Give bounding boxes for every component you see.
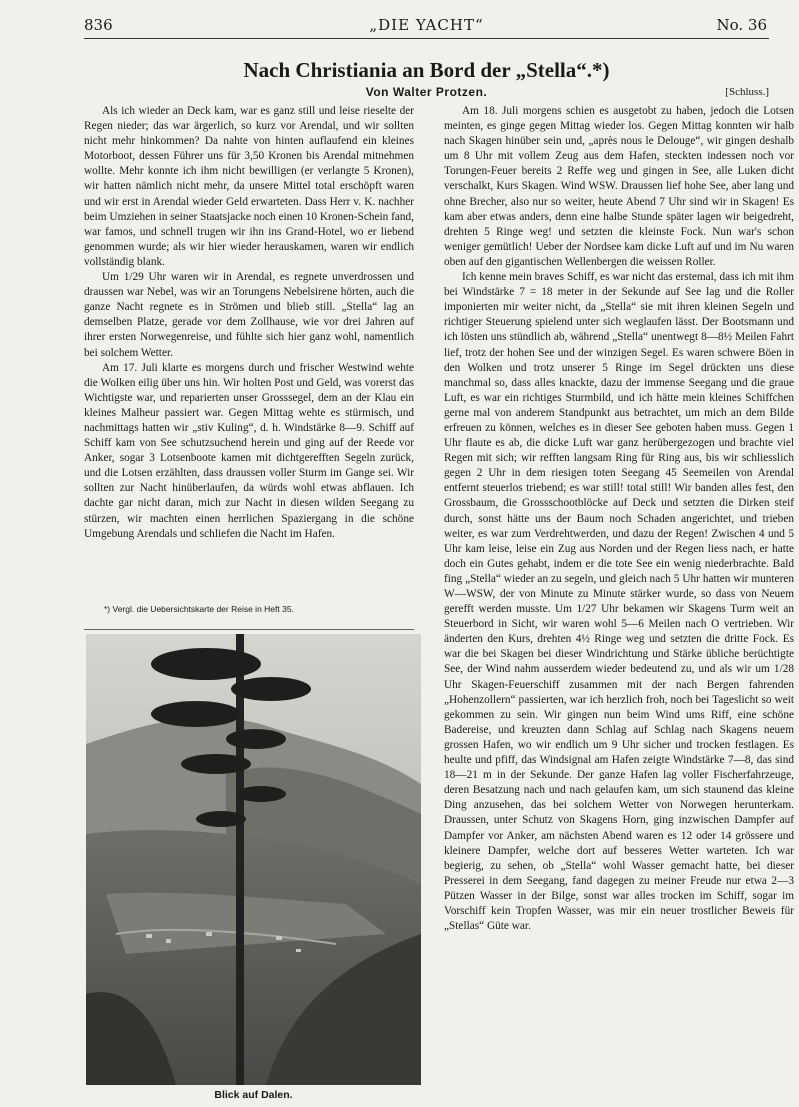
paragraph: Am 17. Juli klarte es morgens durch und frischer Westwind wehte die Wolken eilig über uns hin. Wir holten Post und Geld, was vorerst das Wichtigste war, und reparierten unser Grosssegel, dem an der Klau ein kleines Malheur passiert war. Gegen Mittag wehte es stürmisch, und nachmittags hatten wir „stiv Kuling“, d. h. Windstärke 8—9. Schiff auf Schiff kam von See schutzsuchend herein und ging auf der Reede vor Anker, sogar 3 Lotsenboote kamen mit dichtgerefften Segeln zurück, und die Lotsen erzählten, dass draussen voller Sturm im Gange sei. Wir sollten zur Nacht hinüberlaufen, da würds wohl etwas abflauen. Ich dachte gar nicht daran, mich zur Nacht in diesen wilden Seegang zu stürzen, wir machten einen herrlichen Spaziergang in die schöne Umgebung Arendals und schliefen die Nacht im Hafen. (84, 361, 414, 540)
landscape-photo (86, 634, 421, 1085)
article-byline: Von Walter Protzen. (365, 85, 488, 99)
paragraph: Am 18. Juli morgens schien es ausgetobt zu haben, jedoch die Lotsen meinten, es ginge gegen Mittag wieder los. Gegen Mittag konnten wir halb nach Skagen hinüber sein und, „après nous le Delouge“, wir gingen deshalb um 8 Uhr mit vollem Zeug aus dem Hafen, steckten indessen noch vor Torungen-Feuer bereits 2 Reffe weg und gingen in See, alle Luken dicht verschalkt, Kurs Skagen. Wind WSW. Draussen lief hohe See, aber lang und ohne Brecher, also nur so weiter, heute Abend 7 Uhr sind wir in Skagen! Es kam aber etwas anders, denn eine halbe Stunde später lagen wir beigedreht, drehten 5 Ringe weg! und setzten die kleinste Fock. Nun war's schon weniger gemütlich! Ueber der Nordsee kam dicke Luft auf und im Nu waren oben auf den gigantischen Wellenbergen die weissen Roller. (444, 105, 794, 268)
article-title: Nach Christiania an Bord der „Stella“.*) (243, 58, 610, 82)
right-text-column (444, 104, 794, 1100)
issue-number: No. 36 (716, 16, 767, 34)
paragraph: Als ich wieder an Deck kam, war es ganz still und leise rieselte der Regen nieder; das war ärgerlich, so kurz vor Arendal, und wir sollten nicht mehr hinkommen? Da nahte von hinten auflaufend ein kleines Motorboot, dessen Führer uns für 3,50 Kronen bis Arendal mitnehmen wollte. Mehr konnte ich ihm nicht bewilligen (er verlangte 5 Kronen), wir hatten nämlich nicht mehr, da unsere Mittel total erschöpft waren und wir erst in Arendal wieder Geld erwarteten. Dass Herr v. K. nachher beim Umziehen in seiner Staatsjacke noch einen 10 Kronen-Schein fand, war famos, und schnell trugen wir ihn ins Grand-Hotel, wo er liebend genommen wurde; als wir hier wieder herauskamen, waren wir endlich vollständig blank. (84, 105, 414, 268)
continuation-note: [Schluss.] (725, 86, 769, 98)
page-header (84, 14, 769, 39)
footnote: *) Vergl. die Uebersichtskarte der Reise in Heft 35. (104, 604, 294, 614)
journal-title: „DIE YACHT“ (369, 16, 484, 34)
photo-caption: Blick auf Dalen. (214, 1089, 293, 1101)
paragraph: Um 1/29 Uhr waren wir in Arendal, es regnete unverdrossen und draussen war Nebel, was wir an Torungens Nebelsirene hörten, auch die ganze Nacht regnete es in Strömen und blieb still. „Stella“ lag an demselben Platze, gerade vor dem Zollhause, wie vor drei Jahren auf ihrer ersten Norwegenreise, und fühlte sich hier ganz wohl, namentlich bei solchem Wetter. (84, 271, 414, 359)
paragraph: Ich kenne mein braves Schiff, es war nicht das erstemal, dass ich mit ihm bei Windstärke 7 = 18 meter in der Sekunde auf See lag und die Roller imponierten mir weiter nicht, da „Stella“ sie mit ihren kleinen Segeln und richtiger Steuerung spielend unter sich weglaufen lässt. Der Bootsmann und ich lösten uns stündlich ab, während „Stella“ unentwegt 8—8½ Meilen Fahrt lief, trotz der hohen See und der winzigen Segel. Es waren schwere Böen in den Wolken und trotz unserer 5 Ringe im Segel drückten uns diese manchmal so, dass alles knackte, dazu der immense Seegang und die graue Luft, es war ein richtiges Sturmbild, und ich hätte mein kleines Schiffchen gerne mal von anderem Standpunkt aus betrachtet, um mich an dem Bilde erfreuen zu können, welches es in dieser See geboten haben muss. Gegen 1 Uhr flaute es ab, die dicke Luft war ganz herübergezogen und brachte viel Regen mit sich; wir refften langsam Ring für Ring aus, bis wir schliesslich gegen 2 Uhr in dem riesigen toten Seegang 45 Seemeilen von Arendal entfernt steuerlos triebend; es war still! total still! Wir banden alles fest, den Grossbaum, die Grossschootblöcke auf Deck und setzten die Dirken steif durch, sonst hätte uns der Baum noch Schaden angerichtet, und trieben weiter, es war zum Verdrehtwerden, und dazu der Regen! Zwischen 4 und 5 Uhr kam leise, leise ein Zug aus Norden und der Regen liess nach, er hatte doch ein Gutes gehabt, indem er die tote See ein wenig niederbrachte. Bald fing „Stella“ wieder an zu segeln, und gleich nach 5 Uhr hatten wir munteren W—WSW, der von Minute zu Minute stärker wurde, so dass von Neuem gerefft werden musste. Um 1/27 Uhr bekamen wir Skagens Turm weit an Steuerbord in Sicht, wir waren wohl 5—6 Meilen nach O vertrieben. Wir änderten den Kurs, drehten 4½ Ringe weg und setzten die dritte Fock. Es war die bei Skagen bei dieser Windrichtung und Stärke übliche berüchtigte See, der Wind nahm ausserdem wieder bedeutend zu, und als wir um 1/28 Uhr Skagen-Feuerschiff zusammen mit der nach Bergen fahrenden „Hohenzollern“ passierten, war ich herzlich froh, noch bei Tageslicht so weit gekommen zu sein. Wir gingen nun beim Wind ums Riff, eine schöne Badereise, und kreuzten dann Schlag auf Schlag nach Skagens neuem grossen Hafen, wo wir endlich um 9 Uhr sicher und trocken festlagen. Es heulte und pfiff, das Windsignal am Hafen zeigte Windstärke 7—8, das sind 18—21 m in der Sekunde. Der ganze Hafen lag voller Fischerfahrzeuge, deren Besatzung nach und nach gelaufen kam, um sich staunend das kleine Ding anzusehen, das bei solchem Wetter von Norwegen herunterkam. Draussen, unter Schutz von Skagens Horn, ging inzwischen Dampfer auf Dampfer vor Anker, am nächsten Abend waren es 12 oder 14 grössere und kleinere Dampfer, welche dort auf besseres Wetter warteten. Ich war begierig, zu sehen, ob „Stella“ wohl Wasser gemacht hatte, bei dieser Presserei in dem Seegang, fand dagegen zu meiner Freude nur etwa 2—3 Pützen Wasser in der Bilge, sonst war alles trocken im Schiff, sogar im Vorschiff kein Tropfen Wasser, was mir ein neuer trostlicher Beweis für „Stellas“ Güte war. (444, 271, 794, 933)
left-text-column (84, 104, 414, 604)
divider (84, 629, 414, 630)
page-number: 836 (84, 16, 113, 34)
